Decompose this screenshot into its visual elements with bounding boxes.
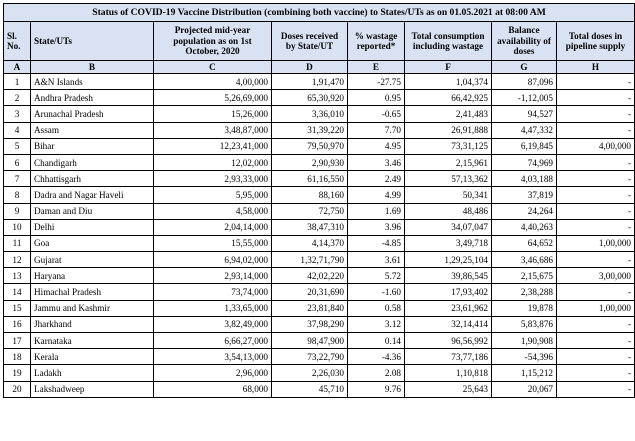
cell-sl-no: 20 bbox=[4, 381, 31, 397]
table-row bbox=[4, 106, 635, 122]
table-row bbox=[4, 284, 635, 300]
cell-consumption: 48,486 bbox=[405, 203, 492, 219]
cell-state: Arunachal Pradesh bbox=[31, 106, 154, 122]
cell-sl-no: 15 bbox=[4, 300, 31, 316]
header-pipeline: Total doses in pipeline supply bbox=[557, 22, 635, 61]
cell-sl-no: 17 bbox=[4, 333, 31, 349]
cell-state: Chhattisgarh bbox=[31, 171, 154, 187]
cell-doses-received: 79,50,970 bbox=[272, 138, 348, 154]
cell-consumption: 57,13,362 bbox=[405, 171, 492, 187]
cell-balance: 24,264 bbox=[492, 203, 557, 219]
cell-sl-no: 6 bbox=[4, 154, 31, 170]
header-state: State/UTs bbox=[31, 22, 154, 61]
cell-doses-received: 45,710 bbox=[272, 381, 348, 397]
cell-doses-received: 42,02,220 bbox=[272, 268, 348, 284]
header-population: Projected mid-year population as on 1st October, 2020 bbox=[154, 22, 272, 61]
cell-doses-received: 20,31,690 bbox=[272, 284, 348, 300]
letter-b: B bbox=[31, 61, 154, 74]
cell-pipeline: - bbox=[557, 171, 635, 187]
cell-doses-received: 2,90,930 bbox=[272, 154, 348, 170]
table-row bbox=[4, 316, 635, 332]
cell-state: Bihar bbox=[31, 138, 154, 154]
cell-pipeline: 1,00,000 bbox=[557, 235, 635, 251]
cell-consumption: 96,56,992 bbox=[405, 333, 492, 349]
table-row bbox=[4, 235, 635, 251]
cell-sl-no: 8 bbox=[4, 187, 31, 203]
cell-state: Dadra and Nagar Haveli bbox=[31, 187, 154, 203]
column-letter-row bbox=[4, 61, 635, 74]
table-row bbox=[4, 333, 635, 349]
cell-consumption: 23,61,962 bbox=[405, 300, 492, 316]
cell-sl-no: 7 bbox=[4, 171, 31, 187]
cell-doses-received: 31,39,220 bbox=[272, 122, 348, 138]
cell-doses-received: 73,22,790 bbox=[272, 349, 348, 365]
cell-doses-received: 4,14,370 bbox=[272, 235, 348, 251]
cell-state: Ladakh bbox=[31, 365, 154, 381]
table-row bbox=[4, 90, 635, 106]
cell-wastage: 0.58 bbox=[348, 300, 405, 316]
cell-wastage: 4.95 bbox=[348, 138, 405, 154]
cell-state: Jammu and Kashmir bbox=[31, 300, 154, 316]
cell-population: 68,000 bbox=[154, 381, 272, 397]
cell-pipeline: - bbox=[557, 349, 635, 365]
cell-pipeline: - bbox=[557, 106, 635, 122]
cell-state: Karnataka bbox=[31, 333, 154, 349]
cell-wastage: 5.72 bbox=[348, 268, 405, 284]
cell-sl-no: 16 bbox=[4, 316, 31, 332]
cell-balance: 5,83,876 bbox=[492, 316, 557, 332]
cell-consumption: 3,49,718 bbox=[405, 235, 492, 251]
cell-state: Lakshadweep bbox=[31, 381, 154, 397]
cell-doses-received: 37,98,290 bbox=[272, 316, 348, 332]
cell-consumption: 34,07,047 bbox=[405, 219, 492, 235]
table-row bbox=[4, 171, 635, 187]
cell-doses-received: 23,81,840 bbox=[272, 300, 348, 316]
cell-population: 5,95,000 bbox=[154, 187, 272, 203]
cell-state: Daman and Diu bbox=[31, 203, 154, 219]
cell-pipeline: - bbox=[557, 154, 635, 170]
cell-balance: 1,90,908 bbox=[492, 333, 557, 349]
cell-pipeline: - bbox=[557, 252, 635, 268]
header-sl-no: Sl. No. bbox=[4, 22, 31, 61]
cell-balance: 3,46,686 bbox=[492, 252, 557, 268]
cell-balance: 37,819 bbox=[492, 187, 557, 203]
cell-consumption: 1,04,374 bbox=[405, 74, 492, 90]
cell-wastage: -4.85 bbox=[348, 235, 405, 251]
table-row bbox=[4, 187, 635, 203]
cell-consumption: 26,91,888 bbox=[405, 122, 492, 138]
cell-pipeline: - bbox=[557, 219, 635, 235]
cell-state: Jharkhand bbox=[31, 316, 154, 332]
cell-sl-no: 19 bbox=[4, 365, 31, 381]
cell-balance: -1,12,005 bbox=[492, 90, 557, 106]
cell-doses-received: 72,750 bbox=[272, 203, 348, 219]
cell-population: 6,94,02,000 bbox=[154, 252, 272, 268]
cell-balance: 64,652 bbox=[492, 235, 557, 251]
cell-balance: 94,527 bbox=[492, 106, 557, 122]
cell-sl-no: 10 bbox=[4, 219, 31, 235]
cell-doses-received: 65,30,920 bbox=[272, 90, 348, 106]
cell-population: 3,54,13,000 bbox=[154, 349, 272, 365]
cell-population: 3,82,49,000 bbox=[154, 316, 272, 332]
cell-balance: 6,19,845 bbox=[492, 138, 557, 154]
cell-consumption: 32,14,414 bbox=[405, 316, 492, 332]
cell-sl-no: 1 bbox=[4, 74, 31, 90]
header-consumption: Total consumption including wastage bbox=[405, 22, 492, 61]
cell-population: 73,74,000 bbox=[154, 284, 272, 300]
cell-wastage: 3.61 bbox=[348, 252, 405, 268]
cell-pipeline: - bbox=[557, 284, 635, 300]
table-row bbox=[4, 300, 635, 316]
cell-pipeline: - bbox=[557, 203, 635, 219]
cell-doses-received: 2,26,030 bbox=[272, 365, 348, 381]
cell-pipeline: - bbox=[557, 381, 635, 397]
cell-state: Kerala bbox=[31, 349, 154, 365]
cell-balance: 4,03,188 bbox=[492, 171, 557, 187]
cell-state: Chandigarh bbox=[31, 154, 154, 170]
cell-wastage: 4.99 bbox=[348, 187, 405, 203]
cell-pipeline: 3,00,000 bbox=[557, 268, 635, 284]
table-row bbox=[4, 381, 635, 397]
cell-balance: 19,878 bbox=[492, 300, 557, 316]
table-row bbox=[4, 252, 635, 268]
cell-population: 2,93,33,000 bbox=[154, 171, 272, 187]
cell-wastage: -27.75 bbox=[348, 74, 405, 90]
cell-population: 4,00,000 bbox=[154, 74, 272, 90]
table-row bbox=[4, 74, 635, 90]
cell-population: 1,33,65,000 bbox=[154, 300, 272, 316]
cell-balance: 74,969 bbox=[492, 154, 557, 170]
cell-doses-received: 1,32,71,790 bbox=[272, 252, 348, 268]
cell-balance: 20,067 bbox=[492, 381, 557, 397]
cell-balance: 2,15,675 bbox=[492, 268, 557, 284]
cell-sl-no: 5 bbox=[4, 138, 31, 154]
header-doses-received: Doses received by State/UT bbox=[272, 22, 348, 61]
table-row bbox=[4, 365, 635, 381]
cell-wastage: 3.46 bbox=[348, 154, 405, 170]
vaccine-distribution-table bbox=[3, 3, 635, 398]
cell-balance: 4,47,332 bbox=[492, 122, 557, 138]
cell-pipeline: - bbox=[557, 365, 635, 381]
cell-wastage: 7.70 bbox=[348, 122, 405, 138]
cell-consumption: 2,15,961 bbox=[405, 154, 492, 170]
cell-sl-no: 9 bbox=[4, 203, 31, 219]
cell-population: 2,96,000 bbox=[154, 365, 272, 381]
letter-a: A bbox=[4, 61, 31, 74]
cell-doses-received: 98,47,900 bbox=[272, 333, 348, 349]
vaccine-distribution-document bbox=[3, 3, 631, 398]
cell-wastage: 9.76 bbox=[348, 381, 405, 397]
cell-doses-received: 61,16,550 bbox=[272, 171, 348, 187]
cell-wastage: 0.14 bbox=[348, 333, 405, 349]
cell-pipeline: - bbox=[557, 90, 635, 106]
cell-state: Gujarat bbox=[31, 252, 154, 268]
cell-population: 12,02,000 bbox=[154, 154, 272, 170]
cell-wastage: 2.08 bbox=[348, 365, 405, 381]
table-row bbox=[4, 349, 635, 365]
cell-consumption: 2,41,483 bbox=[405, 106, 492, 122]
cell-consumption: 1,10,818 bbox=[405, 365, 492, 381]
cell-wastage: 3.96 bbox=[348, 219, 405, 235]
cell-population: 2,04,14,000 bbox=[154, 219, 272, 235]
header-balance: Balance availability of doses bbox=[492, 22, 557, 61]
cell-sl-no: 2 bbox=[4, 90, 31, 106]
cell-state: Assam bbox=[31, 122, 154, 138]
letter-g: G bbox=[492, 61, 557, 74]
table-title: Status of COVID-19 Vaccine Distribution (combining both vaccine) to States/UTs as on 01.05.2021 at 08:00 AM bbox=[4, 4, 635, 22]
cell-state: Delhi bbox=[31, 219, 154, 235]
cell-population: 12,23,41,000 bbox=[154, 138, 272, 154]
cell-population: 6,66,27,000 bbox=[154, 333, 272, 349]
cell-pipeline: - bbox=[557, 316, 635, 332]
table-row bbox=[4, 203, 635, 219]
cell-sl-no: 13 bbox=[4, 268, 31, 284]
cell-state: Goa bbox=[31, 235, 154, 251]
header-wastage: % wastage reported* bbox=[348, 22, 405, 61]
cell-balance: 87,096 bbox=[492, 74, 557, 90]
letter-e: E bbox=[348, 61, 405, 74]
table-row bbox=[4, 154, 635, 170]
cell-consumption: 50,341 bbox=[405, 187, 492, 203]
cell-sl-no: 18 bbox=[4, 349, 31, 365]
cell-pipeline: - bbox=[557, 333, 635, 349]
cell-pipeline: - bbox=[557, 74, 635, 90]
cell-population: 3,48,87,000 bbox=[154, 122, 272, 138]
letter-f: F bbox=[405, 61, 492, 74]
letter-h: H bbox=[557, 61, 635, 74]
cell-sl-no: 4 bbox=[4, 122, 31, 138]
table-body bbox=[4, 74, 635, 398]
table-row bbox=[4, 138, 635, 154]
cell-consumption: 17,93,402 bbox=[405, 284, 492, 300]
cell-balance: -54,396 bbox=[492, 349, 557, 365]
cell-consumption: 39,86,545 bbox=[405, 268, 492, 284]
cell-consumption: 73,77,186 bbox=[405, 349, 492, 365]
cell-pipeline: 1,00,000 bbox=[557, 300, 635, 316]
cell-sl-no: 11 bbox=[4, 235, 31, 251]
cell-population: 2,93,14,000 bbox=[154, 268, 272, 284]
cell-sl-no: 3 bbox=[4, 106, 31, 122]
cell-sl-no: 12 bbox=[4, 252, 31, 268]
cell-balance: 4,40,263 bbox=[492, 219, 557, 235]
cell-wastage: 2.49 bbox=[348, 171, 405, 187]
cell-wastage: 3.12 bbox=[348, 316, 405, 332]
cell-balance: 1,15,212 bbox=[492, 365, 557, 381]
cell-state: Andhra Pradesh bbox=[31, 90, 154, 106]
cell-wastage: 1.69 bbox=[348, 203, 405, 219]
cell-wastage: 0.95 bbox=[348, 90, 405, 106]
cell-population: 15,26,000 bbox=[154, 106, 272, 122]
cell-consumption: 73,31,125 bbox=[405, 138, 492, 154]
column-header-row bbox=[4, 22, 635, 61]
cell-state: Himachal Pradesh bbox=[31, 284, 154, 300]
cell-pipeline: - bbox=[557, 187, 635, 203]
cell-sl-no: 14 bbox=[4, 284, 31, 300]
cell-doses-received: 88,160 bbox=[272, 187, 348, 203]
cell-population: 15,55,000 bbox=[154, 235, 272, 251]
cell-pipeline: 4,00,000 bbox=[557, 138, 635, 154]
cell-balance: 2,38,288 bbox=[492, 284, 557, 300]
cell-doses-received: 1,91,470 bbox=[272, 74, 348, 90]
cell-consumption: 1,29,25,104 bbox=[405, 252, 492, 268]
cell-wastage: -0.65 bbox=[348, 106, 405, 122]
cell-pipeline: - bbox=[557, 122, 635, 138]
cell-doses-received: 38,47,310 bbox=[272, 219, 348, 235]
cell-population: 5,26,69,000 bbox=[154, 90, 272, 106]
letter-c: C bbox=[154, 61, 272, 74]
table-row bbox=[4, 219, 635, 235]
cell-wastage: -1.60 bbox=[348, 284, 405, 300]
cell-state: A&N Islands bbox=[31, 74, 154, 90]
cell-consumption: 66,42,925 bbox=[405, 90, 492, 106]
cell-doses-received: 3,36,010 bbox=[272, 106, 348, 122]
cell-state: Haryana bbox=[31, 268, 154, 284]
table-row bbox=[4, 268, 635, 284]
cell-population: 4,58,000 bbox=[154, 203, 272, 219]
cell-consumption: 25,643 bbox=[405, 381, 492, 397]
table-row bbox=[4, 122, 635, 138]
letter-d: D bbox=[272, 61, 348, 74]
cell-wastage: -4.36 bbox=[348, 349, 405, 365]
